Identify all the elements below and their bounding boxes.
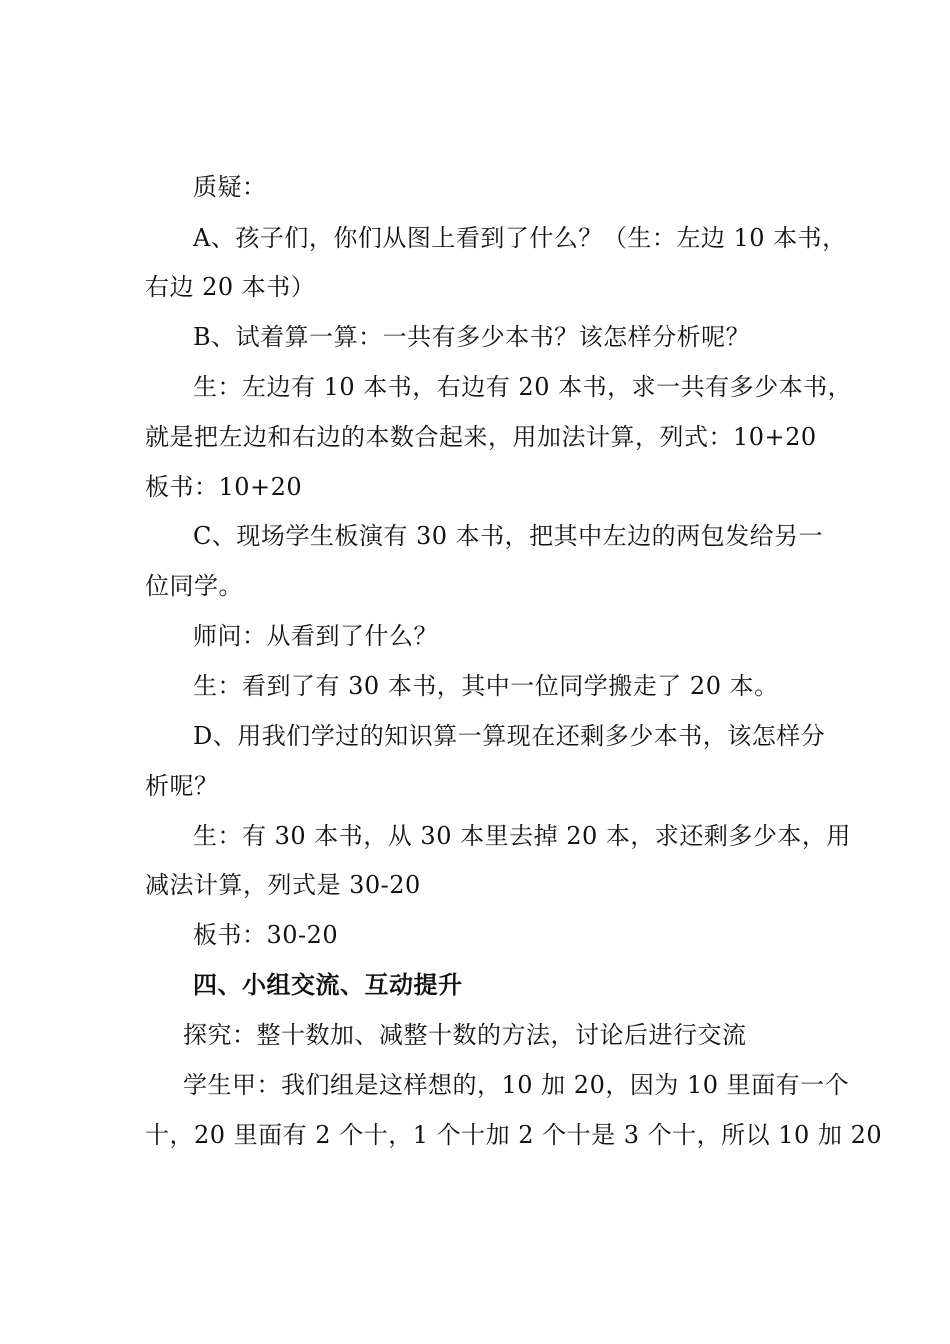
paragraph-line: 就是把左边和右边的本数合起来，用加法计算，列式：10+20 [145,423,817,451]
paragraph-line: 生：左边有 10 本书，右边有 20 本书，求一共有多少本书， [193,373,853,401]
paragraph-line: 减法计算，列式是 30-20 [145,871,421,899]
paragraph-line: 板书：30-20 [193,921,339,949]
paragraph-line: 质疑： [193,173,267,201]
paragraph-line: 位同学。 [145,572,243,600]
paragraph-line: 析呢？ [145,772,219,800]
paragraph-line: 生：有 30 本书，从 30 本里去掉 20 本，求还剩多少本，用 [193,822,851,850]
paragraph-line: 探究：整十数加、减整十数的方法，讨论后进行交流 [183,1021,747,1049]
paragraph-line: A、孩子们，你们从图上看到了什么？（生：左边 10 本书， [193,224,847,252]
paragraph-line: 板书：10+20 [145,473,303,501]
paragraph-line: B、试着算一算：一共有多少本书？该怎样分析呢？ [193,323,751,351]
paragraph-line: D、用我们学过的知识算一算现在还剩多少本书，该怎样分 [193,722,826,750]
paragraph-line: 十，20 里面有 2 个十，1 个十加 2 个十是 3 个十，所以 10 加 20 [145,1121,883,1149]
paragraph-line: 学生甲：我们组是这样想的，10 加 20，因为 10 里面有一个 [183,1071,850,1099]
paragraph-line: 右边 20 本书） [145,273,316,301]
section-heading: 四、小组交流、互动提升 [193,970,463,999]
paragraph-line: 生：看到了有 30 本书，其中一位同学搬走了 20 本。 [193,672,779,700]
paragraph-line: 师问：从看到了什么？ [193,622,438,650]
paragraph-line: C、现场学生板演有 30 本书，把其中左边的两包发给另一 [193,522,824,550]
